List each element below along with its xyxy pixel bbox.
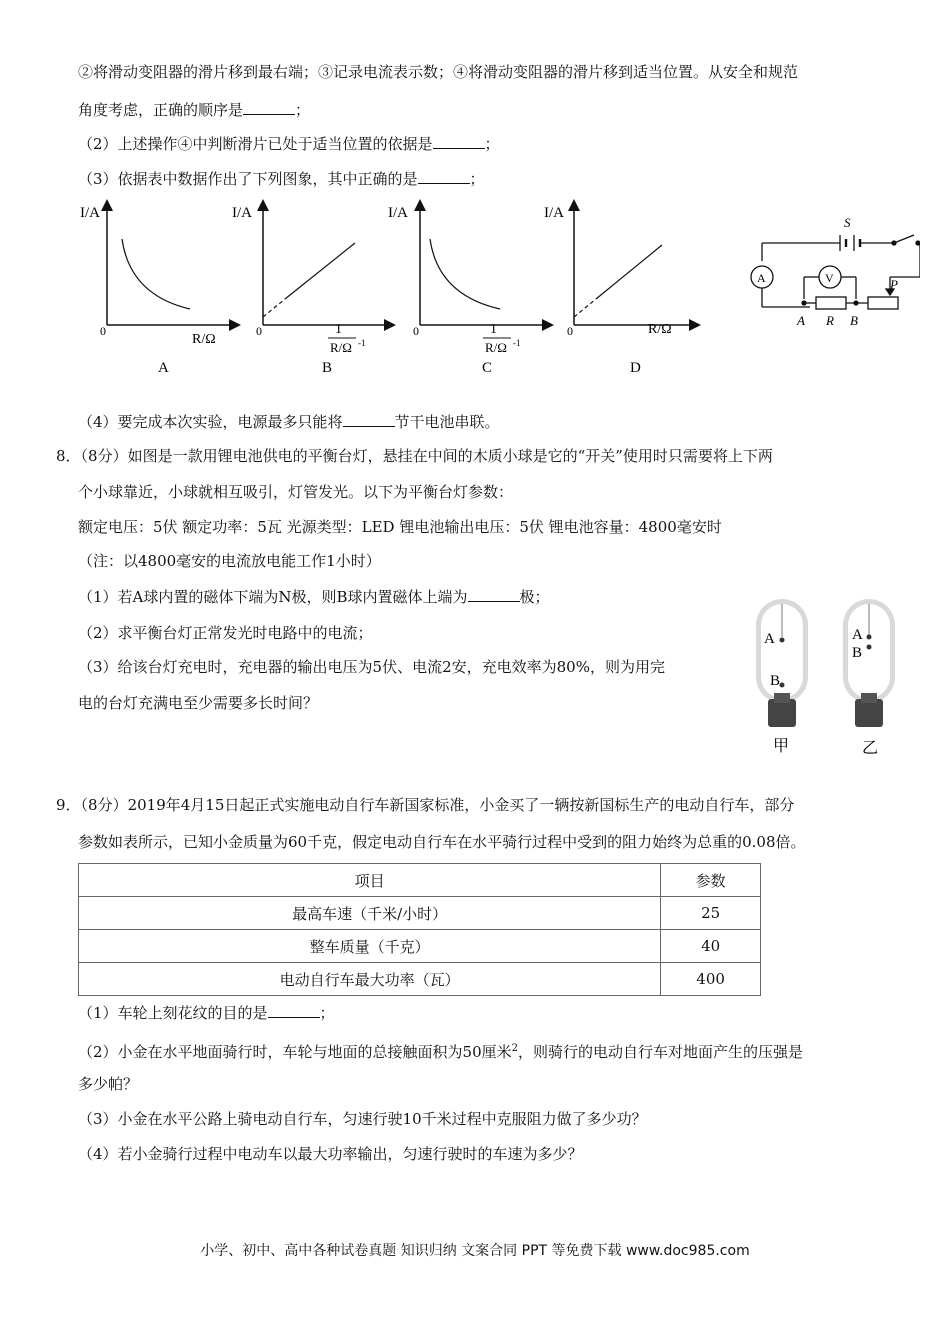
lamp-jia [756,599,808,755]
q8-part1: （1）若A球内置的磁体下端为N极，则B球内置磁体上端为 极； [78,588,550,606]
table-cell: 整车质量（千克） [79,930,661,963]
q8-params: 额定电压：5伏 额定功率：5瓦 光源类型：LED 锂电池输出电压：5伏 锂电池容量：4800毫安时 [78,518,722,536]
answer-blank[interactable] [343,412,395,427]
figure-jia-label: 甲 [773,738,790,755]
q7-part3: （3）依据表中数据作出了下列图象，其中正确的是 ； [78,170,485,188]
x-axis-label: R/Ω [648,322,672,337]
table-cell: 400 [661,963,761,996]
ammeter-label: A [757,271,766,285]
graph-c [388,205,548,376]
x-axis-numerator: 1 [490,322,497,337]
q7-order-prompt: 角度考虑，正确的顺序是 ； [78,101,311,119]
table-cell: 40 [661,930,761,963]
slider-label: P [890,277,898,292]
x-axis-label: R/Ω [192,332,216,347]
x-axis-denominator: R/Ω [485,340,507,355]
page-footer: 小学、初中、高中各种试卷真题 知识归纳 文案合同 PPT 等免费下载 www.doc985.com [200,1243,750,1259]
q8-part3: （3）给该台灯充电时，充电器的输出电压为5伏、电流2安，充电效率为80%，则为用完 [78,658,665,676]
table-row [79,897,761,930]
graph-letter: B [322,360,333,376]
table-header: 项目 [79,864,661,897]
graph-b [232,205,390,376]
graph-a [80,205,235,376]
q7-part2: （2）上述操作④中判断滑片已处于适当位置的依据是 ； [78,135,500,153]
q9-part1: （1）车轮上刻花纹的目的是 ； [78,1004,335,1022]
circuit-labels [757,215,898,328]
q8-note: （注：以4800毫安的电流放电能工作1小时） [78,552,381,570]
switch-label: S [844,215,851,230]
q9-part2-cont: 多少帕？ [78,1075,139,1093]
answer-blank[interactable] [418,169,470,184]
q9-intro: 9．（8分）2019年4月15日起正式实施电动自行车新国家标准，小金买了一辆按新国标生产的电动自行车，部分 [56,796,795,814]
resistor-label: R [826,313,834,328]
q9-intro-cont: 参数如表所示，已知小金质量为60千克，假定电动自行车在水平骑行过程中受到的阻力始终为总重的0.08倍。 [78,833,806,851]
origin-label: 0 [413,324,419,338]
origin-label: 0 [567,324,573,338]
q9-part4: （4）若小金骑行过程中电动车以最大功率输出，匀速行驶时的车速为多少？ [78,1145,583,1163]
q9-part3: （3）小金在水平公路上骑电动自行车，匀速行驶10千米过程中克服阻力做了多少功？ [78,1110,647,1128]
table-cell: 25 [661,897,761,930]
ball-b-label: B [852,645,863,661]
table-cell: 最高车速（千米/小时） [79,897,661,930]
q8-part3-cont: 电的台灯充满电至少需要多长时间？ [78,694,319,712]
lamp-yi [843,599,895,757]
answer-blank[interactable] [243,100,295,115]
q7-graphs-figure [70,195,920,385]
q8-part2: （2）求平衡台灯正常发光时电路中的电流； [78,624,373,642]
q8-intro: 8．（8分）如图是一款用锂电池供电的平衡台灯，悬挂在中间的木质小球是它的“开关”使用时只需要将上下两 [56,447,773,465]
table-row [79,963,761,996]
ball-a-label: A [764,631,775,647]
table-cell: 电动自行车最大功率（瓦） [79,963,661,996]
y-axis-label: I/A [388,205,408,221]
q7-step-text: ②将滑动变阻器的滑片移到最右端；③记录电流表示数；④将滑动变阻器的滑片移到适当位置。从安全和规范 [78,63,799,81]
q8-intro-cont: 个小球靠近，小球就相互吸引，灯管发光。以下为平衡台灯参数： [78,483,514,501]
answer-blank[interactable] [468,587,520,602]
table-header: 参数 [661,864,761,897]
y-axis-label: I/A [544,205,564,221]
q9-part2: （2）小金在水平地面骑行时，车轮与地面的总接触面积为50厘米$^2$，则骑行的电动自行车对地面产生的压强是 [78,1043,804,1061]
ball-a-label: A [852,627,863,643]
answer-blank[interactable] [268,1003,320,1018]
ball-b-label: B [770,673,781,689]
origin-label: 0 [256,324,262,338]
graph-letter: D [630,360,641,376]
y-axis-label: I/A [232,205,252,221]
origin-label: 0 [100,324,106,338]
y-axis-label: I/A [80,205,100,221]
x-axis-exponent: -1 [358,338,366,348]
graph-letter: A [158,360,169,376]
table-header-row [79,864,761,897]
voltmeter-label: V [825,271,834,285]
table-row [79,930,761,963]
graph-letter: C [482,360,493,376]
answer-blank[interactable] [433,134,485,149]
x-axis-exponent: -1 [513,338,521,348]
node-a-label: A [797,313,805,328]
figure-yi-label: 乙 [862,740,879,757]
x-axis-denominator: R/Ω [330,340,352,355]
balance-lamp-figure [748,595,908,760]
graph-d [544,205,695,376]
circuit-diagram [751,235,920,309]
x-axis-numerator: 1 [335,322,342,337]
node-b-label: B [850,313,858,328]
q9-param-table [78,863,761,996]
q7-part4: （4）要完成本次实验，电源最多只能将 节干电池串联。 [78,413,500,431]
